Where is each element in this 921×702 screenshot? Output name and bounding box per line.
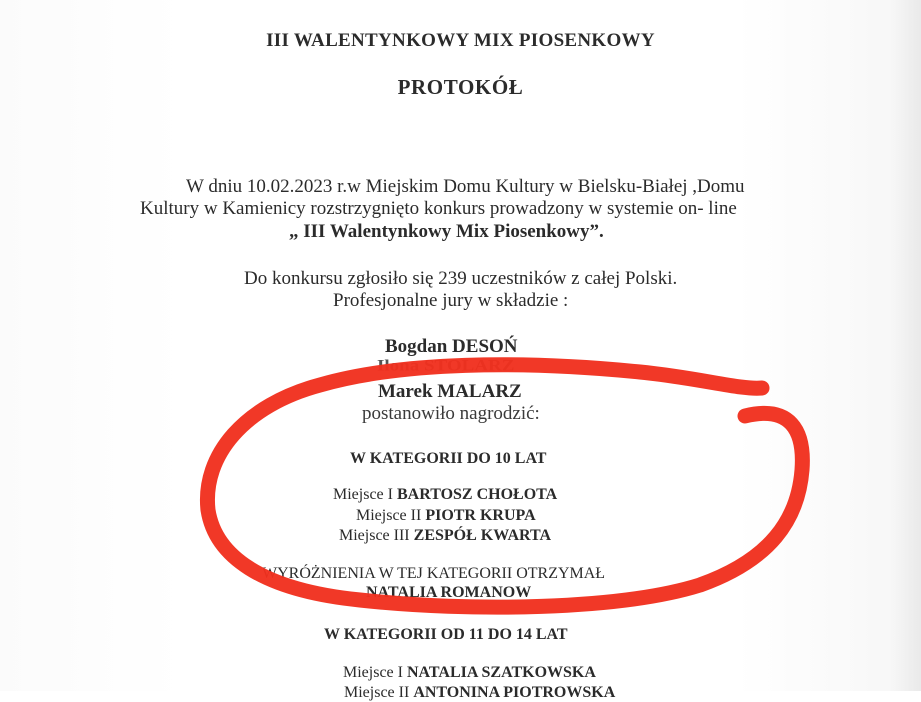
intro-line-3: „ III Walentynkowy Mix Piosenkowy”. — [289, 221, 604, 242]
category-1-heading: W KATEGORII DO 10 LAT — [350, 450, 547, 467]
cat2-place-2-name: ANTONINA PIOTROWSKA — [413, 684, 616, 701]
cat1-place-3-label: Miejsce III — [339, 527, 414, 544]
jury-member-3: Marek MALARZ — [378, 381, 522, 402]
cat2-place-1-label: Miejsce I — [343, 664, 407, 681]
cat2-place-2-label: Miejsce II — [344, 684, 414, 701]
cat1-place-2-name: PIOTR KRUPA — [425, 507, 536, 524]
jury-member-1: Bogdan DESOŃ — [385, 336, 518, 357]
title-line: III WALENTYNKOWY MIX PIOSENKOWY — [266, 30, 655, 51]
category-2-heading: W KATEGORII OD 11 DO 14 LAT — [324, 626, 568, 643]
cat1-distinction-heading: WYRÓŻNIENIA W TEJ KATEGORII OTRZYMAŁ — [262, 565, 606, 582]
cat1-place-1 — [333, 486, 557, 504]
jury-member-2: Ilona STOLARZ — [377, 357, 515, 375]
cat1-place-1-name: BARTOSZ CHOŁOTA — [396, 486, 558, 503]
protocol-heading: PROTOKÓŁ — [397, 75, 524, 99]
cat2-place-1 — [343, 664, 596, 682]
jury-intro: Profesjonalne jury w składzie : — [333, 290, 569, 311]
cat1-distinction-name: NATALIA ROMANOW — [366, 584, 532, 601]
cat2-place-1-name: NATALIA SZATKOWSKA — [406, 664, 596, 681]
decision-text: postanowiło nagrodzić: — [362, 403, 540, 424]
cat1-place-1-label: Miejsce I — [333, 486, 397, 503]
intro-line-2: Kultury w Kamienicy rozstrzygnięto konkurs prowadzony w systemie on- line — [140, 198, 737, 219]
cat1-place-3 — [339, 527, 551, 545]
cat1-place-2 — [356, 507, 536, 525]
cat2-place-2 — [344, 684, 615, 702]
cat1-place-3-name: ZESPÓŁ KWARTA — [413, 527, 552, 544]
cat1-place-2-label: Miejsce II — [356, 507, 426, 524]
intro-line-1: W dniu 10.02.2023 r.w Miejskim Domu Kultury w Bielsku-Białej ,Domu — [186, 176, 745, 197]
page-shadow — [889, 0, 921, 691]
participants-text: Do konkursu zgłosiło się 239 uczestników z całej Polski. — [244, 268, 678, 289]
